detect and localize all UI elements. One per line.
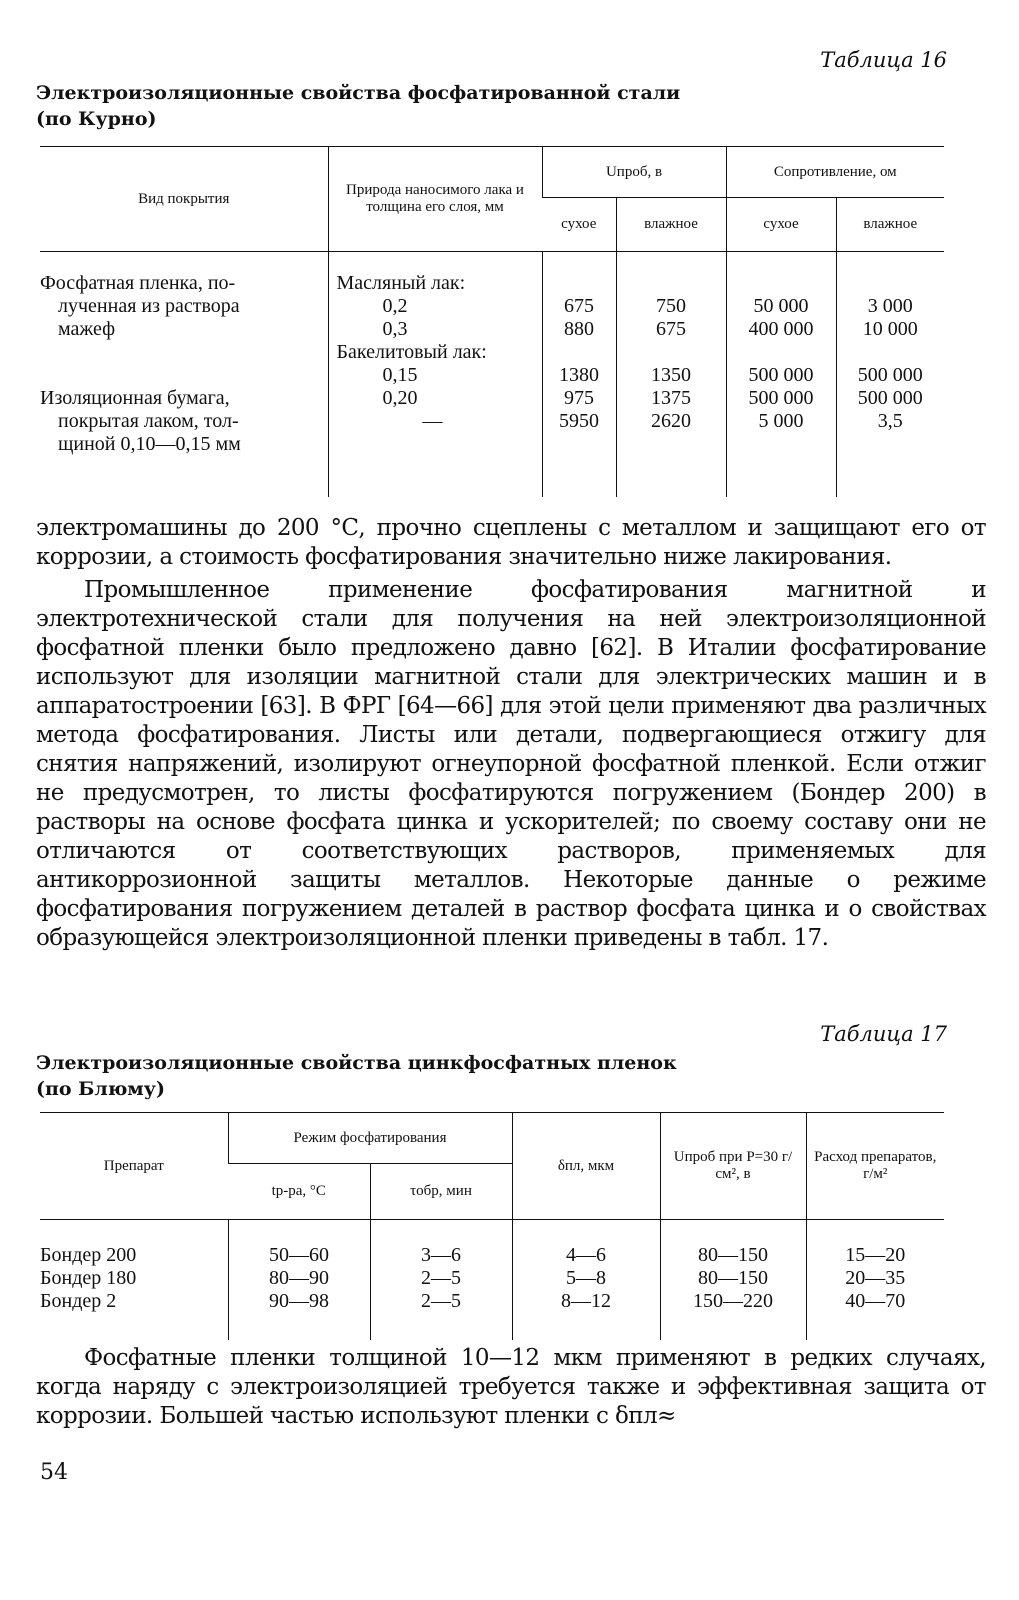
cell-coating [40,252,328,498]
col-r-wet [836,252,944,498]
u-wet-4: 1375 [651,387,691,409]
cell-lacquer [328,252,542,498]
lacquer-oil: Масляный лак: [336,272,466,294]
tau-2: 2—5 [421,1267,461,1289]
header-tau: τобр, мин [370,1164,512,1220]
table-16-label: Таблица 16 [820,48,947,72]
delta-1: 4—6 [566,1244,606,1266]
header-prep: Препарат [40,1113,228,1220]
r-dry-3: 500 000 [748,364,814,386]
header-mode: Режим фосфатирования [228,1113,512,1164]
r-dry-4: 500 000 [748,387,814,409]
coating-1-line-3: мажеф [58,318,116,340]
r-dry-2: 400 000 [748,318,814,340]
col-u [660,1220,806,1341]
coating-2-line-3: щиной 0,10—0,15 мм [58,433,241,455]
col-r-dry [726,252,836,498]
u-dry-2: 880 [564,318,594,340]
cons-1: 15—20 [845,1244,906,1266]
header-consumption: Расход препаратов, г/м² [806,1113,944,1220]
coating-1-line-2: лученная из раствора [58,295,240,317]
lacquer-bak-0-15: 0,15 [382,364,418,386]
u-dry-1: 675 [564,295,594,317]
paragraph-1: электромашины до 200 °С, прочно сцеплены с металлом и защищают его от коррозии, а стоимость фосфатирования значительно ниже лакирования. [36,515,986,570]
lacquer-oil-0-3: 0,3 [382,318,408,340]
r-wet-2: 10 000 [862,318,918,340]
page-number: 54 [40,1460,68,1485]
header-uprob: Uпроб, в [542,147,726,198]
lacquer-bakelite: Бакелитовый лак: [336,341,487,363]
u-1: 80—150 [698,1244,768,1266]
r-dry-1: 50 000 [753,295,809,317]
lacquer-oil-0-2: 0,2 [382,295,408,317]
header-resistance: Сопротивление, ом [726,147,944,198]
tau-3: 2—5 [421,1290,461,1312]
header-r-wet: влажное [836,198,944,252]
lacquer-dash: — [422,410,443,432]
body-text-top [36,514,986,953]
col-tau [370,1220,512,1341]
header-lacquer: Природа наносимого лака и толщина его слоя, мм [328,147,542,252]
r-wet-5: 3,5 [877,410,903,432]
coating-2-line-1: Изоляционная бумага, [40,387,230,409]
temp-2: 80—90 [269,1267,329,1289]
coating-1-line-1: Фосфатная пленка, по- [40,272,236,294]
u-wet-1: 750 [656,295,686,317]
u-dry-5: 5950 [559,410,599,432]
u-wet-2: 675 [656,318,686,340]
lacquer-bak-0-20: 0,20 [382,387,418,409]
u-wet-5: 2620 [651,410,691,432]
u-dry-4: 975 [564,387,594,409]
header-coating: Вид покрытия [40,147,328,252]
col-temp [228,1220,370,1341]
delta-3: 8—12 [561,1290,611,1312]
temp-1: 50—60 [269,1244,329,1266]
header-temp: tр-ра, °С [228,1164,370,1220]
paragraph-3: Фосфатные пленки толщиной 10—12 мкм применяют в редких случаях, когда наряду с электроизоляцией требуется также и эффективная защита от коррозии. Большей частью используют пленки с δпл≈ [36,1345,986,1429]
u-2: 80—150 [698,1267,768,1289]
table-16 [40,146,944,497]
header-r-dry: сухое [726,198,836,252]
cons-2: 20—35 [845,1267,906,1289]
r-dry-5: 5 000 [758,410,804,432]
table-17-label: Таблица 17 [820,1022,947,1046]
table-17-title: Электроизоляционные свойства цинкфосфатных пленок (по Блюму) [36,1052,677,1100]
paragraph-2: Промышленное применение фосфатирования магнитной и электротехнической стали для получения на ней электроизоляционной фосфатной пленки было предложено давно [62]. В Италии фосфатирование используют для изоляции магнитной стали для электрических машин и в аппаратостроении [63]. В ФРГ [64—66] для этой цели применяют два различных метода фосфатирования. Листы или детали, подвергающиеся отжигу для снятия напряжений, изолируют огнеупорной фосфатной пленкой. Если отжиг не предусмотрен, то листы фосфатируются погружением (Бондер 200) в растворы на основе фосфата цинка и ускорителей; по своему составу они не отличаются от соответствующих растворов, применяемых для антикоррозионной защиты металлов. Некоторые данные о режиме фосфатирования погружением деталей в раствор фосфата цинка и о свойствах образующейся электроизоляционной пленки приведены в табл. 17. [36,577,986,951]
prep-3: Бондер 2 [40,1290,117,1312]
prep-2: Бондер 180 [40,1267,137,1289]
header-u-wet: влажное [616,198,726,252]
coating-2-line-2: покрытая лаком, тол- [58,410,239,432]
col-u-wet [616,252,726,498]
col-u-dry [542,252,616,498]
r-wet-1: 3 000 [867,295,913,317]
r-wet-3: 500 000 [857,364,923,386]
table-16-title: Электроизоляционные свойства фосфатированной стали (по Курно) [36,82,681,130]
u-dry-3: 1380 [559,364,599,386]
col-delta [512,1220,660,1341]
header-u-dry: сухое [542,198,616,252]
col-prep [40,1220,228,1341]
table-17 [40,1112,944,1340]
u-wet-3: 1350 [651,364,691,386]
header-u: Uпроб при P=30 г/см², в [660,1113,806,1220]
header-delta: δпл, мкм [512,1113,660,1220]
temp-3: 90—98 [269,1290,329,1312]
prep-1: Бондер 200 [40,1244,137,1266]
cons-3: 40—70 [845,1290,906,1312]
u-3: 150—220 [693,1290,773,1312]
r-wet-4: 500 000 [857,387,923,409]
col-consumption [806,1220,944,1341]
delta-2: 5—8 [566,1267,606,1289]
body-text-bottom [36,1344,986,1431]
tau-1: 3—6 [421,1244,461,1266]
